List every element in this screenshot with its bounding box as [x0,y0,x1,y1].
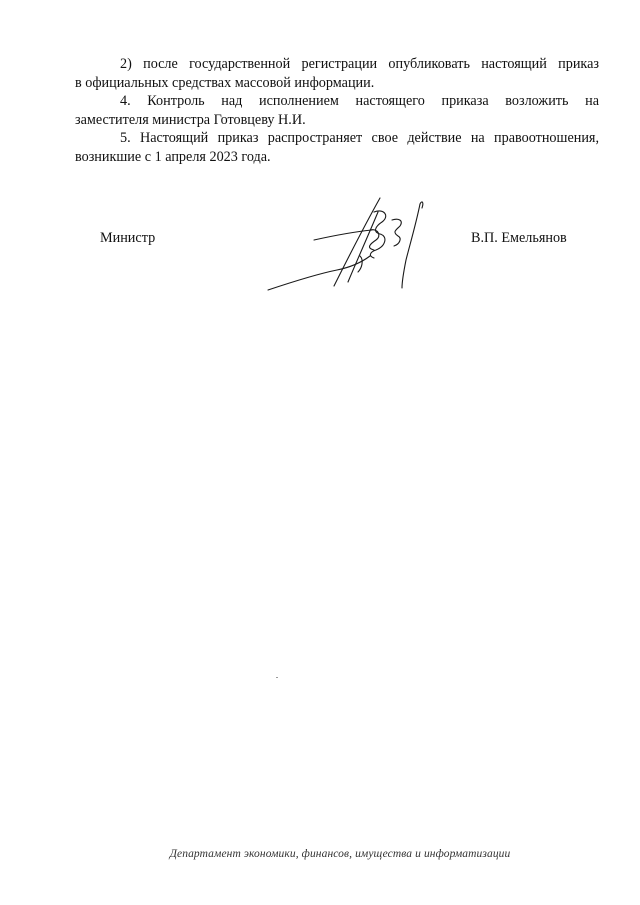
footer-department: Департамент экономики, финансов, имущества и информатизации [169,848,511,860]
paragraph-line: 4. Контроль над исполнением настоящего приказа возложить на [120,93,599,109]
paragraph-control [75,92,599,129]
handwritten-signature [262,190,434,296]
paragraph-line: заместителя министра Готовцеву Н.И. [75,111,306,128]
scan-speck [276,677,278,678]
paragraph-line: в официальных средствах массовой информации. [75,74,375,91]
document-body [75,55,599,166]
paragraph-effective-date [75,129,599,166]
signatory-name: В.П. Емельянов [471,230,567,246]
paragraph-publication [75,55,599,92]
paragraph-line: 2) после государственной регистрации опубликовать настоящий приказ [120,56,599,72]
paragraph-line: возникшие с 1 апреля 2023 года. [75,148,271,165]
paragraph-line: 5. Настоящий приказ распространяет свое действие на правоотношения, [120,130,599,146]
signatory-title: Министр [100,230,156,246]
